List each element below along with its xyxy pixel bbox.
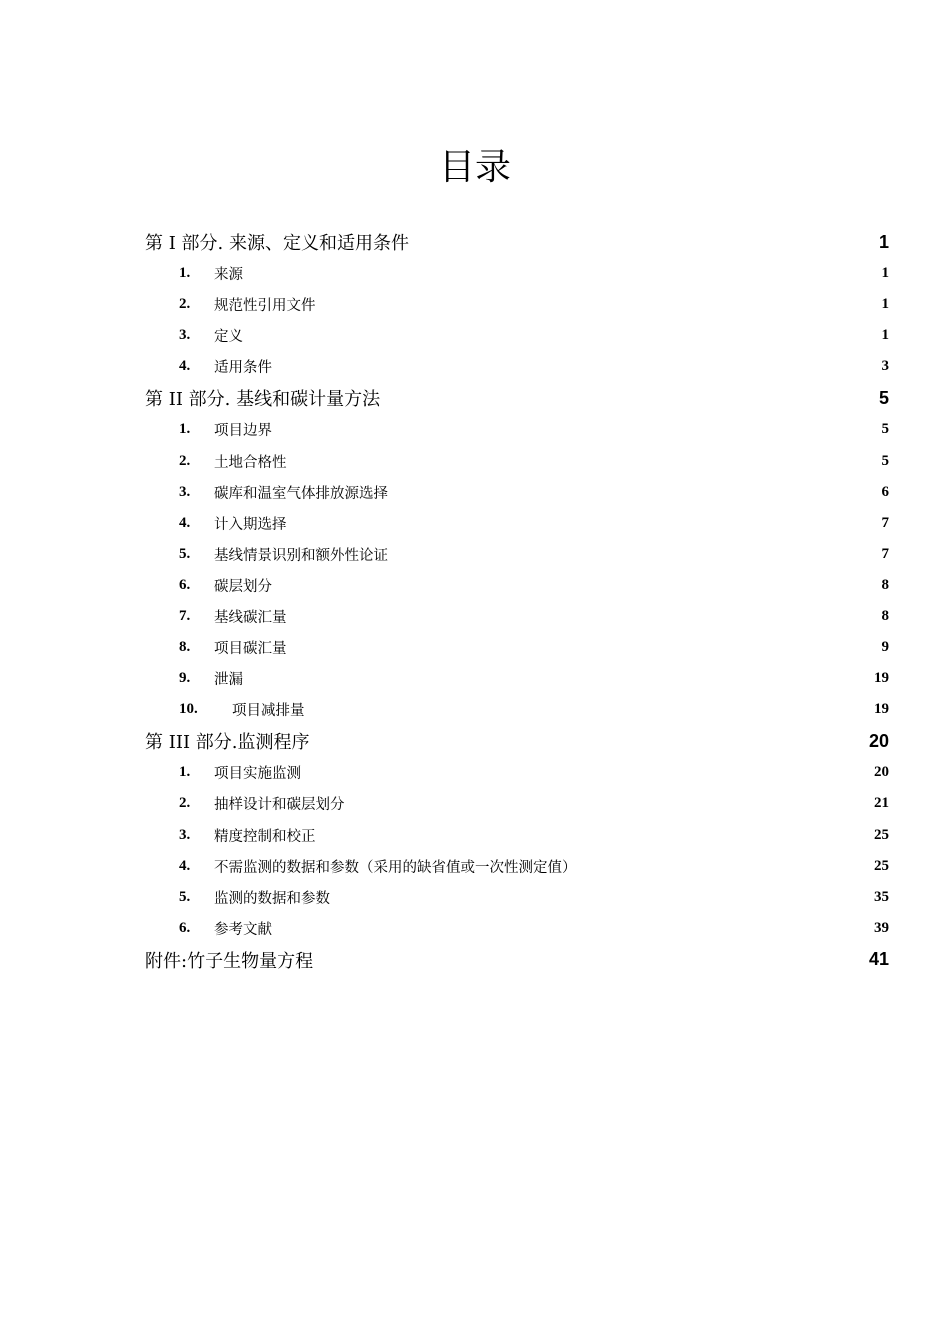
toc-section-label: 计入期选择 (214, 516, 287, 533)
toc-section-label: 精度控制和校正 (214, 828, 316, 845)
toc-section-left (145, 637, 287, 658)
toc-section-entry[interactable] (145, 570, 889, 601)
toc-section-left (145, 668, 243, 689)
toc-section-number: 2. (179, 795, 191, 812)
toc-section-entry[interactable] (145, 320, 889, 351)
toc-section-label: 碳层划分 (214, 578, 272, 595)
toc-section-entry[interactable] (145, 258, 889, 289)
toc-section-number: 8. (179, 639, 191, 656)
toc-section-left (145, 856, 577, 877)
toc-section-entry[interactable] (145, 913, 889, 944)
toc-section-page-number: 9 (881, 639, 889, 656)
toc-section-entry[interactable] (145, 477, 889, 508)
toc-section-entry[interactable] (145, 632, 889, 663)
toc-section-number: 2. (179, 452, 191, 469)
toc-section-entry[interactable] (145, 445, 889, 476)
toc-section-left (145, 918, 272, 939)
toc-section-left (145, 513, 287, 534)
toc-section-page-number: 1 (881, 296, 889, 313)
toc-section-left (145, 482, 388, 503)
toc-part-entry[interactable] (145, 944, 889, 976)
toc-section-page-number: 39 (874, 919, 889, 936)
toc-part-label: 附件:竹子生物量方程 (145, 950, 314, 972)
toc-section-left (145, 263, 243, 284)
toc-section-page-number: 19 (874, 670, 889, 687)
toc-section-label: 抽样设计和碳层划分 (214, 797, 345, 814)
toc-section-left (145, 356, 272, 377)
toc-section-label: 定义 (214, 329, 243, 346)
toc-part-page-number: 41 (868, 949, 889, 970)
toc-section-entry[interactable] (145, 757, 889, 788)
toc-section-number: 6. (179, 919, 191, 936)
toc-section-page-number: 21 (874, 795, 889, 812)
toc-section-label: 来源 (214, 267, 243, 284)
toc-section-entry[interactable] (145, 663, 889, 694)
toc-section-number: 1. (179, 421, 191, 438)
toc-section-label: 项目边界 (214, 423, 272, 440)
toc-section-entry[interactable] (145, 788, 889, 819)
toc-part-entry[interactable] (145, 382, 889, 414)
toc-part-entry[interactable] (145, 725, 889, 757)
toc-section-page-number: 8 (881, 607, 889, 624)
toc-section-label: 不需监测的数据和参数（采用的缺省值或一次性测定值） (214, 859, 577, 876)
toc-section-number: 1. (179, 265, 191, 282)
toc-section-page-number: 25 (874, 826, 889, 843)
toc-section-left (145, 325, 243, 346)
toc-section-number: 9. (179, 670, 191, 687)
toc-section-entry[interactable] (145, 882, 889, 913)
toc-section-number: 4. (179, 514, 191, 531)
toc-section-page-number: 5 (881, 421, 889, 438)
toc-section-entry[interactable] (145, 289, 889, 320)
toc-section-entry[interactable] (145, 694, 889, 725)
toc-section-page-number: 7 (881, 545, 889, 562)
toc-part-page-number: 20 (868, 730, 889, 751)
toc-section-entry[interactable] (145, 351, 889, 382)
toc-part-entry[interactable] (145, 226, 889, 258)
toc-section-number: 5. (179, 545, 191, 562)
toc-section-page-number: 25 (874, 857, 889, 874)
toc-section-number: 3. (179, 483, 191, 500)
toc-section-page-number: 1 (881, 265, 889, 282)
toc-section-number: 2. (179, 296, 191, 313)
toc-section-number: 10. (179, 701, 198, 718)
toc-section-page-number: 8 (881, 576, 889, 593)
toc-section-left (145, 294, 316, 315)
toc-section-label: 基线情景识别和额外性论证 (214, 547, 388, 564)
toc-section-page-number: 20 (874, 764, 889, 781)
toc-section-page-number: 3 (881, 358, 889, 375)
toc-section-entry[interactable] (145, 508, 889, 539)
toc-section-left (145, 699, 305, 720)
toc-section-label: 规范性引用文件 (214, 298, 316, 315)
toc-section-entry[interactable] (145, 851, 889, 882)
toc-part-page-number: 1 (878, 231, 889, 252)
toc-section-label: 基线碳汇量 (214, 609, 287, 626)
toc-section-page-number: 35 (874, 888, 889, 905)
toc-part-label: 第 III 部分.监测程序 (145, 732, 310, 754)
toc-part-label: 第 II 部分. 基线和碳计量方法 (145, 389, 381, 411)
toc-section-left (145, 825, 316, 846)
toc-section-page-number: 1 (881, 327, 889, 344)
toc-section-left (145, 762, 301, 783)
toc-section-page-number: 19 (874, 701, 889, 718)
toc-section-left (145, 793, 345, 814)
toc-section-entry[interactable] (145, 820, 889, 851)
toc-section-label: 项目碳汇量 (214, 641, 287, 658)
toc-section-label: 项目实施监测 (214, 766, 301, 783)
toc-section-label: 参考文献 (214, 921, 272, 938)
toc-section-left (145, 575, 272, 596)
toc-section-entry[interactable] (145, 414, 889, 445)
toc-section-number: 1. (179, 764, 191, 781)
toc-section-number: 4. (179, 358, 191, 375)
toc-part-label: 第 I 部分. 来源、定义和适用条件 (145, 233, 409, 254)
toc-section-entry[interactable] (145, 601, 889, 632)
toc-part-page-number: 5 (878, 387, 889, 408)
toc-section-label: 碳库和温室气体排放源选择 (214, 485, 388, 502)
toc-section-left (145, 887, 330, 908)
toc-section-number: 6. (179, 576, 191, 593)
toc-section-page-number: 7 (881, 514, 889, 531)
toc-section-label: 适用条件 (214, 360, 272, 377)
toc-section-label: 项目减排量 (232, 703, 305, 720)
page-title: 目录 (438, 147, 511, 188)
toc-section-left (145, 451, 287, 472)
toc-section-left (145, 606, 287, 627)
toc-section-label: 土地合格性 (214, 454, 287, 471)
toc-section-entry[interactable] (145, 539, 889, 570)
table-of-contents (145, 226, 889, 976)
toc-section-page-number: 5 (881, 452, 889, 469)
toc-section-label: 监测的数据和参数 (214, 890, 330, 907)
toc-section-label: 泄漏 (214, 672, 243, 689)
toc-section-left (145, 419, 272, 440)
toc-section-left (145, 544, 388, 565)
toc-section-number: 5. (179, 888, 191, 905)
toc-section-page-number: 6 (881, 483, 889, 500)
toc-section-number: 4. (179, 857, 191, 874)
toc-section-number: 7. (179, 607, 191, 624)
toc-section-number: 3. (179, 327, 191, 344)
toc-section-number: 3. (179, 826, 191, 843)
